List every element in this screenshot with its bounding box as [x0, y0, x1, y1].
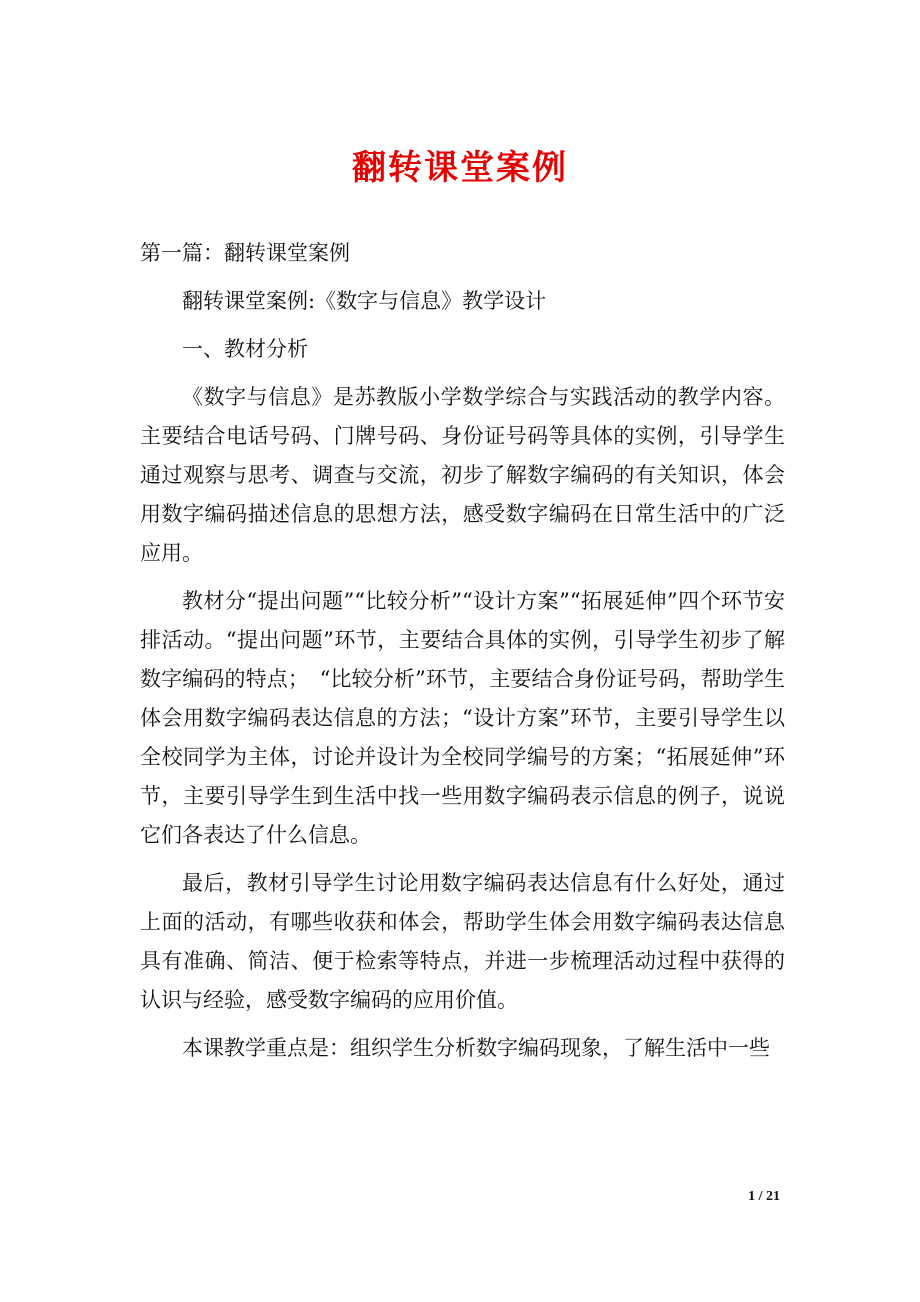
paragraph: 一、教材分析: [182, 337, 308, 361]
paragraph: 翻转课堂案例:《数字与信息》教学设计: [182, 289, 547, 313]
document-title: 翻转课堂案例: [352, 148, 568, 188]
section-heading: 第一篇：翻转课堂案例: [140, 241, 350, 265]
page-number: 1 / 21: [748, 1189, 780, 1204]
paragraph: 《数字与信息》是苏教版小学数学综合与实践活动的教学内容。主要结合电话号码、门牌号码、身份证号码等具体的实例，引导学生通过观察与思考、调查与交流，初步了解数字编码的有关知识，体会用数字编码描述信息的思想方法，感受数字编码在日常生活中的广泛应用。: [140, 385, 785, 565]
paragraph: 最后，教材引导学生讨论用数字编码表达信息有什么好处，通过上面的活动，有哪些收获和体会，帮助学生体会用数字编码表达信息具有准确、简洁、便于检索等特点，并进一步梳理活动过程中获得的认识与经验，感受数字编码的应用价值。: [140, 871, 785, 1012]
paragraph: 本课教学重点是：组织学生分析数字编码现象，了解生活中一些: [182, 1036, 770, 1060]
paragraph: 教材分“提出问题”“比较分析”“设计方案”“拓展延伸”四个环节安排活动。“提出问题”环节，主要结合具体的实例，引导学生初步了解数字编码的特点； “比较分析”环节，主要结合身份证号码，帮助学生体会用数字编码表达信息的方法；“设计方案”环节，主要引导学生以全校同学为主体，讨论并设计为全校同学编号的方案；“拓展延伸”环节，主要引导学生到生活中找一些用数字编码表示信息的例子，说说它们各表达了什么信息。: [140, 589, 785, 847]
document-body: [140, 225, 785, 1068]
